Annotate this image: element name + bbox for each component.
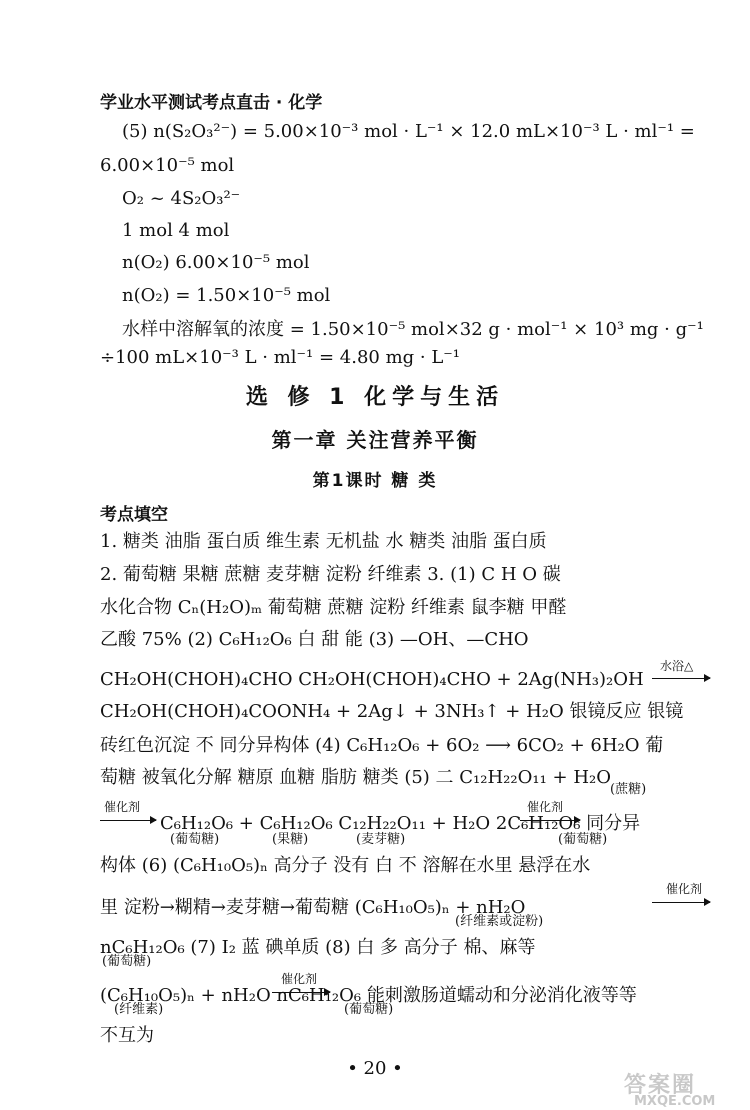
body-line-8: 萄糖 被氧化分解 糖原 血糖 脂肪 糖类 (5) 二 C₁₂H₂₂O₁₁ + H₂O	[100, 767, 611, 788]
water-bath-label: 水浴△	[660, 659, 694, 673]
catalyst-label-3: 催化剂	[666, 882, 703, 896]
calc-line-1: (5) n(S₂O₃²⁻) = 5.00×10⁻³ mol · L⁻¹ × 12.0 mL×10⁻³ L · ml⁻¹ =	[122, 121, 695, 142]
body-line-1: 1. 糖类 油脂 蛋白质 维生素 无机盐 水 糖类 油脂 蛋白质	[100, 531, 547, 552]
catalyst-arrow-1	[100, 820, 156, 821]
calc-line-7: 水样中溶解氧的浓度 = 1.50×10⁻⁵ mol×32 g · mol⁻¹ × 10³ mg · g⁻¹	[122, 319, 704, 340]
watermark-url: MXQE.COM	[634, 1094, 716, 1109]
running-header: 学业水平测试考点直击 · 化学	[100, 93, 323, 113]
catalyst-label-4: 催化剂	[281, 972, 318, 986]
body-line-2: 2. 葡萄糖 果糖 蔗糖 麦芽糖 淀粉 纤维素 3. (1) C H O 碳	[100, 564, 561, 585]
body-line-12: nC₆H₁₂O₆ (7) I₂ 蓝 碘单质 (8) 白 多 高分子 棉、麻等	[100, 937, 536, 958]
label-glucose-4: (葡萄糖)	[344, 1002, 394, 1017]
calc-line-6: n(O₂) = 1.50×10⁻⁵ mol	[122, 285, 331, 306]
lesson-title: 第1课时 糖 类	[312, 471, 438, 491]
label-glucose-1: (葡萄糖)	[170, 832, 220, 847]
catalyst-label-1: 催化剂	[104, 800, 141, 814]
calc-line-8: ÷100 mL×10⁻³ L · ml⁻¹ = 4.80 mg · L⁻¹	[100, 347, 461, 368]
body-line-7: 砖红色沉淀 不 同分异构体 (4) C₆H₁₂O₆ + 6O₂ ⟶ 6CO₂ + 6H₂O 葡	[100, 735, 664, 756]
page-number: • 20 •	[347, 1058, 403, 1079]
body-line-9: C₆H₁₂O₆ + C₆H₁₂O₆ C₁₂H₂₂O₁₁ + H₂O 2C₆H₁₂O₆ 同分异	[160, 813, 641, 834]
catalyst-arrow-3	[652, 902, 710, 903]
module-title: 选 修 1 化学与生活	[245, 385, 505, 410]
calc-line-5: n(O₂) 6.00×10⁻⁵ mol	[122, 252, 310, 273]
label-sucrose: (蔗糖)	[610, 782, 647, 797]
body-line-10: 构体 (6) (C₆H₁₀O₅)ₙ 高分子 没有 白 不 溶解在水里 悬浮在水	[100, 855, 591, 876]
catalyst-arrow-4	[272, 992, 330, 993]
watermark-text: 答案圈	[624, 1073, 697, 1098]
watermark-logo	[610, 1068, 750, 1110]
chapter-title: 第一章 关注营养平衡	[271, 428, 479, 452]
body-line-5: CH₂OH(CHOH)₄CHO CH₂OH(CHOH)₄CHO + 2Ag(NH₃)₂OH	[100, 669, 644, 690]
catalyst-arrow-2	[520, 820, 580, 821]
label-cellulose-or-starch: (纤维素或淀粉)	[455, 914, 544, 929]
body-line-14: 不互为	[100, 1025, 154, 1046]
section-label: 考点填空	[100, 505, 168, 525]
calc-line-4: 1 mol 4 mol	[122, 220, 230, 241]
water-bath-arrow	[652, 678, 710, 679]
calc-line-2: 6.00×10⁻⁵ mol	[100, 155, 235, 176]
body-line-11: 里 淀粉→糊精→麦芽糖→葡萄糖 (C₆H₁₀O₅)ₙ + nH₂O	[100, 897, 526, 918]
catalyst-label-2: 催化剂	[527, 800, 564, 814]
body-line-13: (C₆H₁₀O₅)ₙ + nH₂O nC₆H₁₂O₆ 能刺激肠道蠕动和分泌消化液等等	[100, 985, 637, 1006]
calc-line-3: O₂ ~ 4S₂O₃²⁻	[122, 188, 241, 209]
body-line-6: CH₂OH(CHOH)₄COONH₄ + 2Ag↓ + 3NH₃↑ + H₂O 银镜反应 银镜	[100, 701, 684, 722]
label-fructose: (果糖)	[272, 832, 309, 847]
label-glucose-2: (葡萄糖)	[558, 832, 608, 847]
label-cellulose: (纤维素)	[114, 1002, 164, 1017]
label-glucose-3: (葡萄糖)	[102, 954, 152, 969]
body-line-4: 乙酸 75% (2) C₆H₁₂O₆ 白 甜 能 (3) —OH、—CHO	[100, 629, 529, 650]
body-line-3: 水化合物 Cₙ(H₂O)ₘ 葡萄糖 蔗糖 淀粉 纤维素 鼠李糖 甲醛	[100, 597, 567, 618]
label-maltose: (麦芽糖)	[356, 832, 406, 847]
